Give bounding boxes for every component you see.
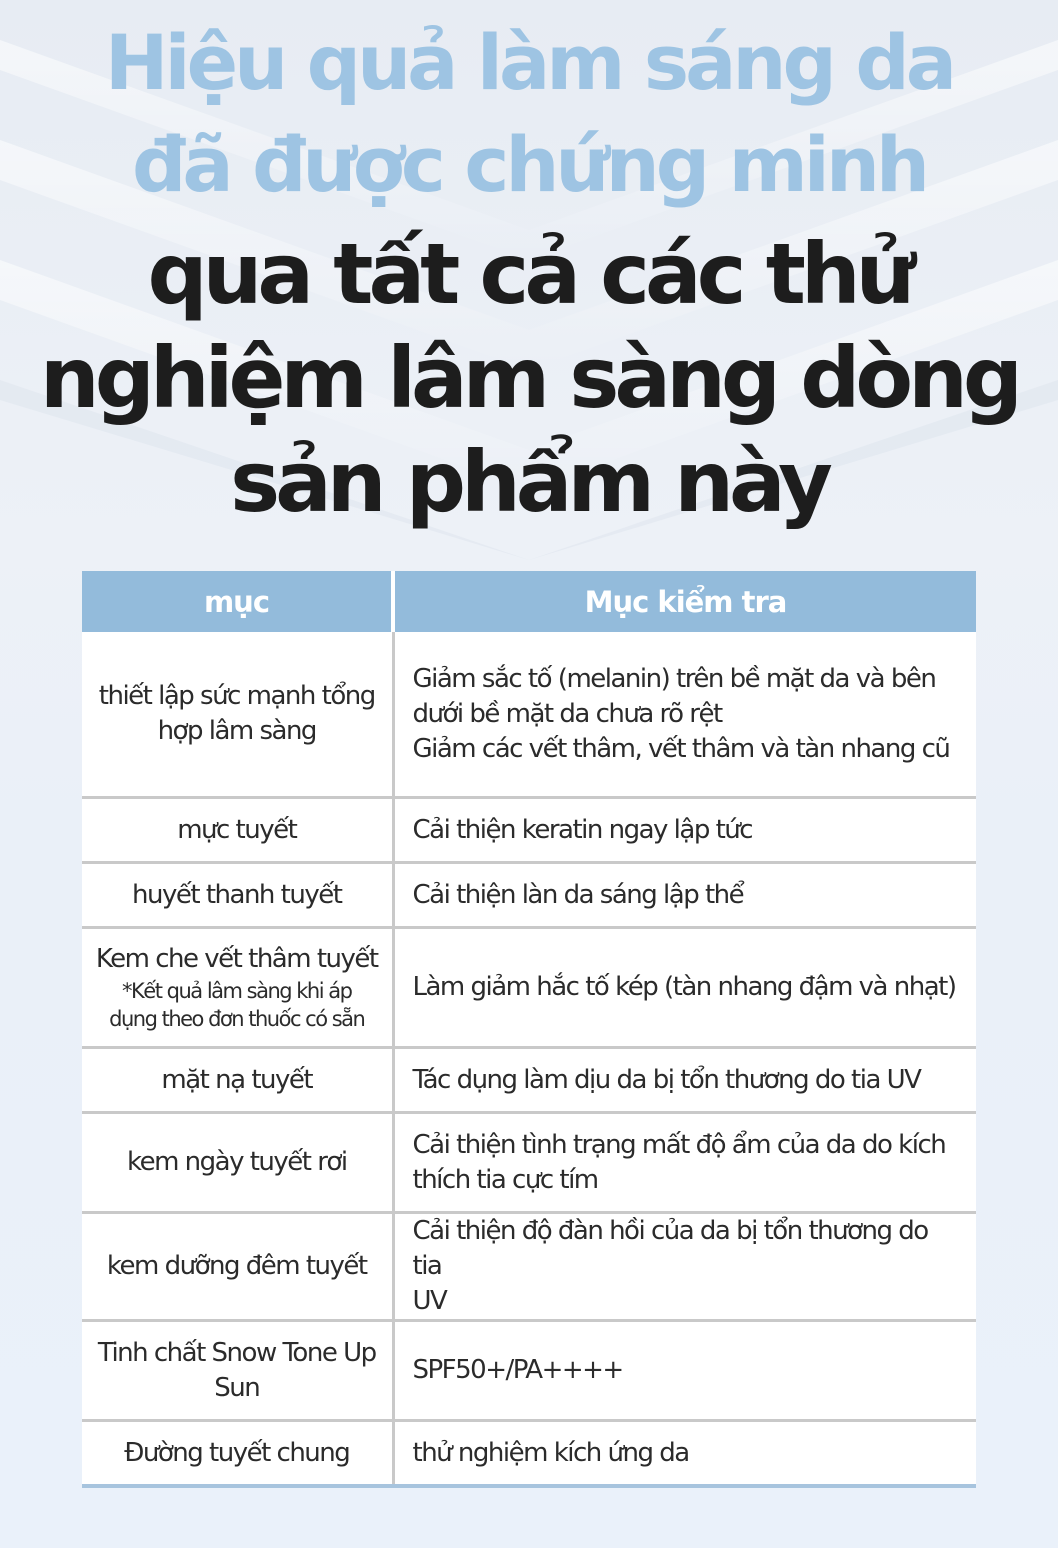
row-item-cell [82, 863, 393, 928]
item-text: Sun [214, 1372, 260, 1403]
row-item-cell [82, 928, 393, 1048]
row-item-cell [82, 798, 393, 863]
row-item-cell [82, 1048, 393, 1113]
row-test-cell [393, 1048, 976, 1113]
test-text: Tác dụng làm dịu da bị tổn thương do tia UV [412, 1064, 921, 1095]
item-footnote: *Kết quả lâm sàng khi áp [122, 979, 352, 1003]
item-text: hợp lâm sàng [157, 716, 316, 746]
row-item-cell [82, 1321, 393, 1421]
headline-blue-line-2: đã được chứng minh [131, 120, 927, 209]
test-text: UV [412, 1286, 447, 1316]
row-item-cell [82, 1421, 393, 1487]
row-item-cell [82, 632, 393, 798]
table-row [82, 632, 976, 798]
row-item-cell [82, 1213, 393, 1321]
headline-main [0, 222, 1058, 534]
row-test-cell [393, 863, 976, 928]
item-text: Đường tuyết chung [124, 1437, 350, 1468]
test-text: Giảm sắc tố (melanin) trên bề mặt da và bên [412, 663, 936, 694]
item-text: Kem che vết thâm tuyết [95, 944, 378, 974]
table-row [82, 863, 976, 928]
test-text: thử nghiệm kích ứng da [412, 1437, 689, 1468]
table-row [82, 1321, 976, 1421]
row-test-cell [393, 632, 976, 798]
item-text: mực tuyết [177, 814, 297, 845]
row-test-cell [393, 928, 976, 1048]
column-header-item: mục [82, 571, 393, 632]
headline-black-line-1: qua tất cả các thử [147, 225, 911, 323]
row-test-cell [393, 1213, 976, 1321]
table-row [82, 1048, 976, 1113]
test-text: Cải thiện làn da sáng lập thể [412, 879, 744, 910]
test-text: Giảm các vết thâm, vết thâm và tàn nhang cũ [412, 733, 950, 764]
item-text: kem ngày tuyết rơi [126, 1147, 347, 1177]
clinical-test-table-container [82, 571, 976, 1488]
clinical-test-table [82, 571, 976, 1488]
test-text: Cải thiện keratin ngay lập tức [412, 814, 753, 845]
table-row [82, 1421, 976, 1487]
column-header-test: Mục kiểm tra [393, 571, 976, 632]
table-header-row [82, 571, 976, 632]
headline-highlight [0, 12, 1058, 216]
test-text: dưới bề mặt da chưa rõ rệt [412, 698, 722, 729]
row-test-cell [393, 1113, 976, 1213]
item-text: thiết lập sức mạnh tổng [98, 681, 375, 711]
item-footnote: dụng theo đơn thuốc có sẵn [109, 1007, 365, 1031]
test-text: Cải thiện độ đàn hồi của da bị tổn thương do tia [412, 1216, 928, 1281]
test-text: SPF50+/PA++++ [412, 1355, 623, 1385]
test-text: Cải thiện tình trạng mất độ ẩm của da do kích [412, 1129, 946, 1160]
test-text: Làm giảm hắc tố kép (tàn nhang đậm và nhạt) [412, 972, 956, 1002]
test-text: thích tia cực tím [412, 1164, 598, 1195]
row-test-cell [393, 1321, 976, 1421]
table-row [82, 1213, 976, 1321]
headline-black-line-2: nghiệm lâm sàng dòng [39, 329, 1019, 427]
table-row [82, 1113, 976, 1213]
headline-blue-line-1: Hiệu quả làm sáng da [104, 18, 954, 107]
row-test-cell [393, 1421, 976, 1487]
table-row [82, 798, 976, 863]
headline-black-line-3: sản phẩm này [230, 433, 828, 531]
row-test-cell [393, 798, 976, 863]
item-text: kem dưỡng đêm tuyết [106, 1251, 367, 1281]
table-row [82, 928, 976, 1048]
item-text: huyết thanh tuyết [132, 879, 342, 910]
item-text: mặt nạ tuyết [161, 1064, 313, 1095]
item-text: Tinh chất Snow Tone Up [97, 1337, 376, 1368]
row-item-cell [82, 1113, 393, 1213]
